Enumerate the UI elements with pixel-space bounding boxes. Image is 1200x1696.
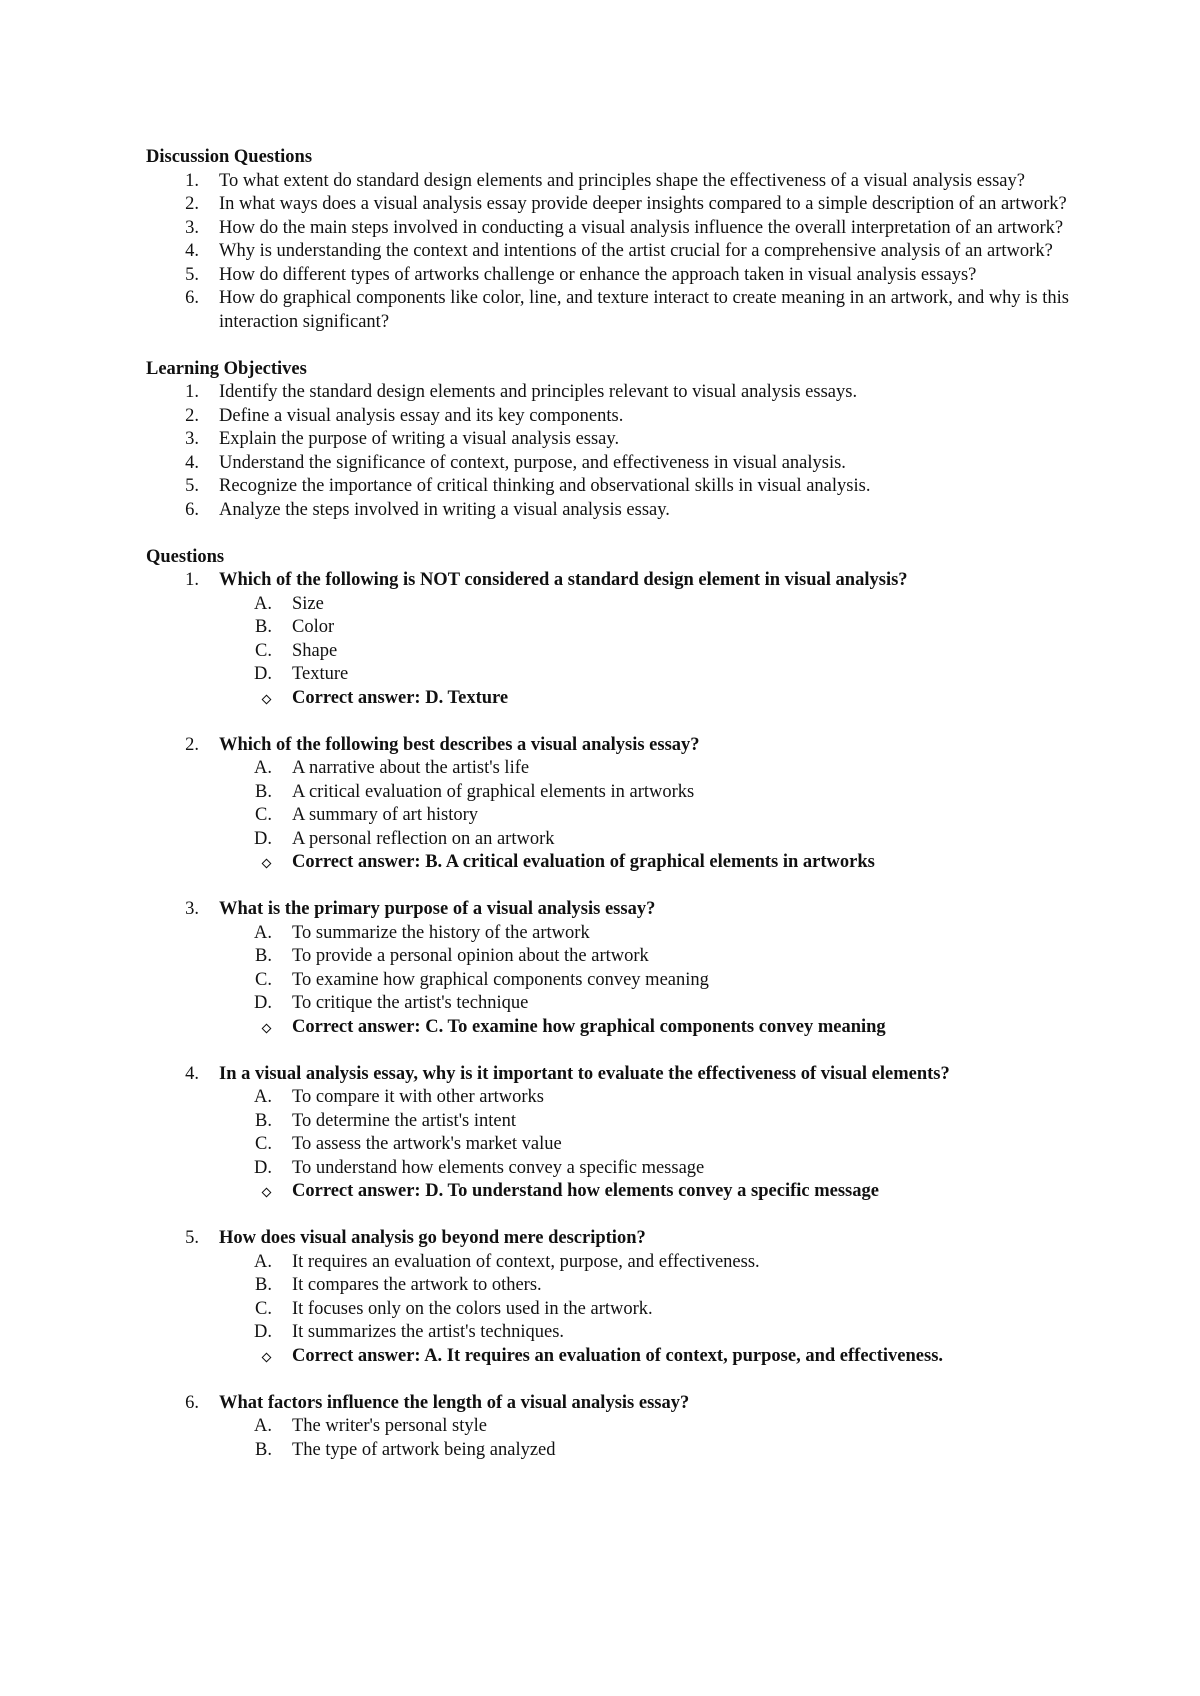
option-text: To compare it with other artworks [292, 1087, 544, 1107]
option-item [219, 992, 1076, 1016]
option-letter: B. [255, 1439, 272, 1460]
correct-answer: Correct answer: D. To understand how elements convey a specific message [292, 1181, 879, 1201]
option-text: To summarize the history of the artwork [292, 922, 590, 943]
option-letter: C. [255, 969, 272, 990]
question-text: Which of the following best describes a visual analysis essay? [219, 734, 700, 755]
question-number: 3. [185, 899, 199, 919]
item-text: Explain the purpose of writing a visual analysis essay. [219, 429, 620, 449]
discussion-heading: Discussion Questions [146, 147, 313, 167]
option-item [219, 1415, 1076, 1439]
questions-section [146, 546, 1076, 1463]
document-content [146, 146, 1076, 1462]
option-text: Shape [292, 640, 338, 661]
question-text: Which of the following is NOT considered a standard design element in visual analysis? [219, 570, 908, 590]
option-letter: C. [255, 805, 272, 825]
item-text: In what ways does a visual analysis essay provide deeper insights compared to a simple description of an artwork? [219, 194, 1067, 214]
discussion-section [146, 146, 1076, 334]
item-number: 1. [185, 170, 199, 191]
item-text: How do the main steps involved in conducting a visual analysis influence the overall interpretation of an artwork? [219, 217, 1064, 238]
question-block [146, 734, 1076, 875]
diamond-bullet-icon [262, 1352, 272, 1362]
option-letter: D. [254, 993, 272, 1013]
option-text: Color [292, 617, 335, 637]
correct-answer: Correct answer: B. A critical evaluation of graphical elements in artworks [292, 852, 875, 872]
option-item [219, 1157, 1076, 1181]
option-list [146, 757, 1076, 875]
discussion-item [146, 287, 1076, 334]
option-item [219, 757, 1076, 781]
option-list [146, 1251, 1076, 1369]
option-item [219, 781, 1076, 805]
question-stem [146, 1392, 1076, 1416]
option-letter: B. [255, 946, 272, 966]
option-text: A critical evaluation of graphical elements in artworks [292, 781, 695, 802]
discussion-item [146, 264, 1076, 288]
option-letter: A. [254, 1416, 272, 1436]
item-text: How do graphical components like color, line, and texture interact to create meaning in an artwork, and why is this interaction significant? [219, 288, 1069, 332]
option-letter: D. [254, 1157, 272, 1178]
discussion-list [146, 170, 1076, 335]
question-number: 2. [185, 734, 199, 755]
option-list [146, 593, 1076, 711]
option-letter: B. [255, 1275, 272, 1295]
option-item [219, 640, 1076, 664]
diamond-bullet-icon [262, 1188, 272, 1198]
option-item [219, 1110, 1076, 1134]
option-item [219, 1251, 1076, 1275]
option-list [146, 1086, 1076, 1204]
item-text: Define a visual analysis essay and its key components. [219, 405, 624, 426]
objectives-heading: Learning Objectives [146, 358, 307, 379]
question-text: In a visual analysis essay, why is it important to evaluate the effectiveness of visual elements? [219, 1063, 950, 1084]
option-list [146, 922, 1076, 1040]
question-stem [146, 734, 1076, 758]
correct-answer: Correct answer: C. To examine how graphical components convey meaning [292, 1016, 886, 1037]
option-text: It summarizes the artist's techniques. [292, 1322, 565, 1342]
question-number: 6. [185, 1392, 199, 1413]
option-item [219, 1133, 1076, 1157]
item-text: Identify the standard design elements and principles relevant to visual analysis essays. [219, 382, 858, 402]
option-letter: A. [254, 1087, 272, 1107]
discussion-item [146, 170, 1076, 194]
option-item [219, 1274, 1076, 1298]
objective-item [146, 405, 1076, 429]
option-letter: B. [255, 781, 272, 802]
option-text: Texture [292, 664, 349, 684]
option-item [219, 969, 1076, 993]
diamond-bullet-icon [262, 1023, 272, 1033]
item-number: 6. [185, 499, 199, 520]
diamond-bullet-icon [262, 694, 272, 704]
discussion-item [146, 217, 1076, 241]
option-item [219, 1298, 1076, 1322]
option-item [219, 922, 1076, 946]
objective-item [146, 428, 1076, 452]
option-text: It focuses only on the colors used in the artwork. [292, 1298, 653, 1319]
option-letter: B. [255, 617, 272, 637]
option-text: A narrative about the artist's life [292, 758, 530, 778]
item-text: Analyze the steps involved in writing a visual analysis essay. [219, 499, 670, 520]
question-block [146, 1063, 1076, 1204]
questions-heading: Questions [146, 546, 225, 567]
question-stem [146, 1227, 1076, 1251]
item-number: 2. [185, 194, 199, 214]
option-item [219, 1086, 1076, 1110]
option-item [219, 663, 1076, 687]
option-item [219, 804, 1076, 828]
item-text: How do different types of artworks challenge or enhance the approach taken in visual analysis essays? [219, 264, 977, 285]
objective-item [146, 452, 1076, 476]
option-text: To provide a personal opinion about the artwork [292, 946, 649, 966]
option-text: To assess the artwork's market value [292, 1134, 562, 1154]
item-text: To what extent do standard design elements and principles shape the effectiveness of a visual analysis essay? [219, 170, 1025, 191]
item-text: Understand the significance of context, purpose, and effectiveness in visual analysis. [219, 452, 846, 473]
option-letter: C. [255, 1134, 272, 1154]
option-letter: C. [255, 640, 272, 661]
option-item [219, 828, 1076, 852]
item-number: 2. [185, 405, 199, 426]
item-number: 6. [185, 288, 199, 308]
diamond-bullet-icon [262, 859, 272, 869]
question-text: What is the primary purpose of a visual analysis essay? [219, 899, 656, 919]
option-letter: A. [254, 1251, 272, 1272]
question-block [146, 898, 1076, 1039]
correct-answer: Correct answer: D. Texture [292, 687, 509, 708]
answer-item [219, 1016, 1076, 1040]
question-number: 4. [185, 1063, 199, 1084]
item-number: 4. [185, 241, 199, 261]
answer-item [219, 1345, 1076, 1369]
question-block [146, 1227, 1076, 1368]
question-text: How does visual analysis go beyond mere description? [219, 1228, 646, 1248]
item-text: Recognize the importance of critical thinking and observational skills in visual analysis. [219, 476, 871, 496]
option-text: To critique the artist's technique [292, 993, 529, 1013]
question-number: 5. [185, 1228, 199, 1248]
question-block [146, 1392, 1076, 1463]
item-number: 1. [185, 382, 199, 402]
item-number: 3. [185, 217, 199, 238]
option-text: The writer's personal style [292, 1416, 487, 1436]
option-text: Size [292, 593, 324, 614]
option-letter: D. [254, 828, 272, 849]
option-item [219, 1321, 1076, 1345]
option-item [219, 945, 1076, 969]
objective-item [146, 475, 1076, 499]
item-number: 3. [185, 429, 199, 449]
objectives-list [146, 381, 1076, 522]
option-letter: D. [254, 664, 272, 684]
option-list [146, 1415, 1076, 1462]
option-letter: C. [255, 1298, 272, 1319]
option-letter: A. [254, 758, 272, 778]
question-text: What factors influence the length of a visual analysis essay? [219, 1392, 690, 1413]
question-block [146, 569, 1076, 710]
question-number: 1. [185, 570, 199, 590]
objective-item [146, 499, 1076, 523]
item-number: 4. [185, 452, 199, 473]
option-item [219, 1439, 1076, 1463]
option-text: To understand how elements convey a specific message [292, 1157, 705, 1178]
option-text: A personal reflection on an artwork [292, 828, 555, 849]
option-text: To examine how graphical components convey meaning [292, 969, 709, 990]
item-number: 5. [185, 476, 199, 496]
option-letter: A. [254, 593, 272, 614]
answer-item [219, 687, 1076, 711]
option-text: A summary of art history [292, 805, 479, 825]
option-letter: B. [255, 1110, 272, 1131]
item-text: Why is understanding the context and intentions of the artist crucial for a comprehensive analysis of an artwork? [219, 241, 1053, 261]
option-text: It requires an evaluation of context, purpose, and effectiveness. [292, 1251, 760, 1272]
discussion-item [146, 240, 1076, 264]
option-item [219, 616, 1076, 640]
question-stem [146, 898, 1076, 922]
answer-item [219, 1180, 1076, 1204]
objectives-section [146, 358, 1076, 523]
option-text: The type of artwork being analyzed [292, 1439, 556, 1460]
question-stem [146, 1063, 1076, 1087]
option-item [219, 593, 1076, 617]
correct-answer: Correct answer: A. It requires an evaluation of context, purpose, and effectiveness. [292, 1345, 944, 1366]
answer-item [219, 851, 1076, 875]
option-letter: A. [254, 922, 272, 943]
item-number: 5. [185, 264, 199, 285]
option-text: To determine the artist's intent [292, 1110, 516, 1131]
option-letter: D. [254, 1322, 272, 1342]
discussion-item [146, 193, 1076, 217]
option-text: It compares the artwork to others. [292, 1275, 542, 1295]
objective-item [146, 381, 1076, 405]
question-stem [146, 569, 1076, 593]
